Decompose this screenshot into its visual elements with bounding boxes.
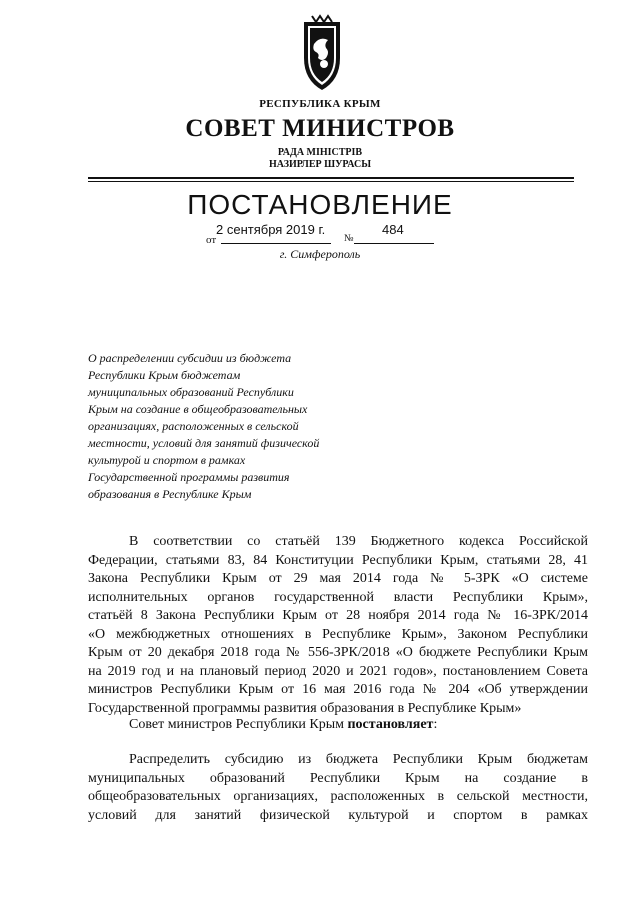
council-name: СОВЕТ МИНИСТРОВ — [185, 115, 455, 142]
number-underline — [354, 243, 434, 244]
date-underline — [221, 243, 331, 244]
subject-line: культурой и спортом в рамках — [88, 453, 246, 467]
distribution-paragraph — [88, 751, 588, 825]
subject-line: организациях, расположенных в сельской — [88, 419, 299, 433]
paragraph-line: Федерации, статьями 83, 84 Конституции Республики Крым, статьями 28, 41 — [88, 552, 588, 568]
document-city: г. Симферополь — [279, 247, 361, 261]
header-divider-thin — [88, 181, 574, 182]
subject-line: образования в Республике Крым — [88, 487, 252, 501]
crimea-coat-of-arms-icon — [300, 14, 344, 92]
resolution-keyword: постановляет — [347, 717, 434, 732]
subject-line: местности, условий для занятий физической — [88, 436, 320, 450]
paragraph-line: Государственной программы развития образования в Республике Крым» — [88, 700, 522, 716]
paragraph-line: «О межбюджетных отношениях в Республике Крым», Законом Республики — [88, 626, 588, 642]
paragraph-line: министров Республики Крым от 16 мая 2016 года № 204 «Об утверждении — [88, 682, 588, 697]
paragraph-line: Крым от 20 декабря 2018 года № 556-ЗРК/2018 «О бюджете Республики Крым — [88, 645, 588, 660]
subject-line: О распределении субсидии из бюджета — [88, 351, 292, 365]
subject-line: Государственной программы развития — [88, 470, 290, 484]
document-type: ПОСТАНОВЛЕНИЕ — [187, 189, 453, 220]
resolution-text: Совет министров Республики Крым — [129, 717, 344, 732]
resolution-paragraph — [88, 716, 588, 735]
document-subject — [88, 350, 388, 503]
document-meta-row — [0, 224, 640, 248]
paragraph-line — [88, 716, 588, 735]
paragraph-line: исполнительных органов государственной власти Республики Крым», — [88, 589, 588, 605]
paragraph-line: общеобразовательных организациях, расположенных в сельской местности, — [88, 789, 588, 804]
paragraph-line: условий для занятий физической культурой и спортом в рамках — [88, 807, 588, 823]
document-date: 2 сентября 2019 г. — [216, 222, 326, 237]
paragraph-line: статьёй 8 Закона Республики Крым от 28 ноября 2014 года № 16-ЗРК/2014 — [88, 608, 588, 623]
preamble-paragraph — [88, 533, 588, 718]
number-prefix: № — [344, 233, 354, 244]
paragraph-line: Закона Республики Крым от 29 мая 2014 года № 5-ЗРК «О системе — [88, 571, 588, 586]
date-prefix: от — [206, 234, 217, 246]
header-divider-thick — [88, 177, 574, 179]
council-name-crimean-tatar: НАЗИРЛЕР ШУРАСЫ — [268, 159, 372, 170]
resolution-colon: : — [433, 717, 438, 732]
paragraph-line: В соответствии со статьёй 139 Бюджетного кодекса Российской — [129, 534, 588, 549]
subject-line: Республики Крым бюджетам — [88, 368, 241, 382]
paragraph-line: на 2019 год и на плановый период 2020 и 2021 годов», постановлением Совета — [88, 663, 588, 679]
paragraph-line: муниципальных образований Республики Крым на создание в — [88, 770, 588, 786]
republic-name: РЕСПУБЛИКА КРЫМ — [259, 98, 381, 110]
document-number: 484 — [382, 222, 404, 237]
council-name-ukrainian: РАДА МІНІСТРІВ — [277, 147, 363, 158]
subject-line: муниципальных образований Республики — [88, 385, 294, 399]
paragraph-line: Распределить субсидию из бюджета Республики Крым бюджетам — [129, 752, 588, 767]
subject-line: Крым на создание в общеобразовательных — [88, 402, 308, 416]
